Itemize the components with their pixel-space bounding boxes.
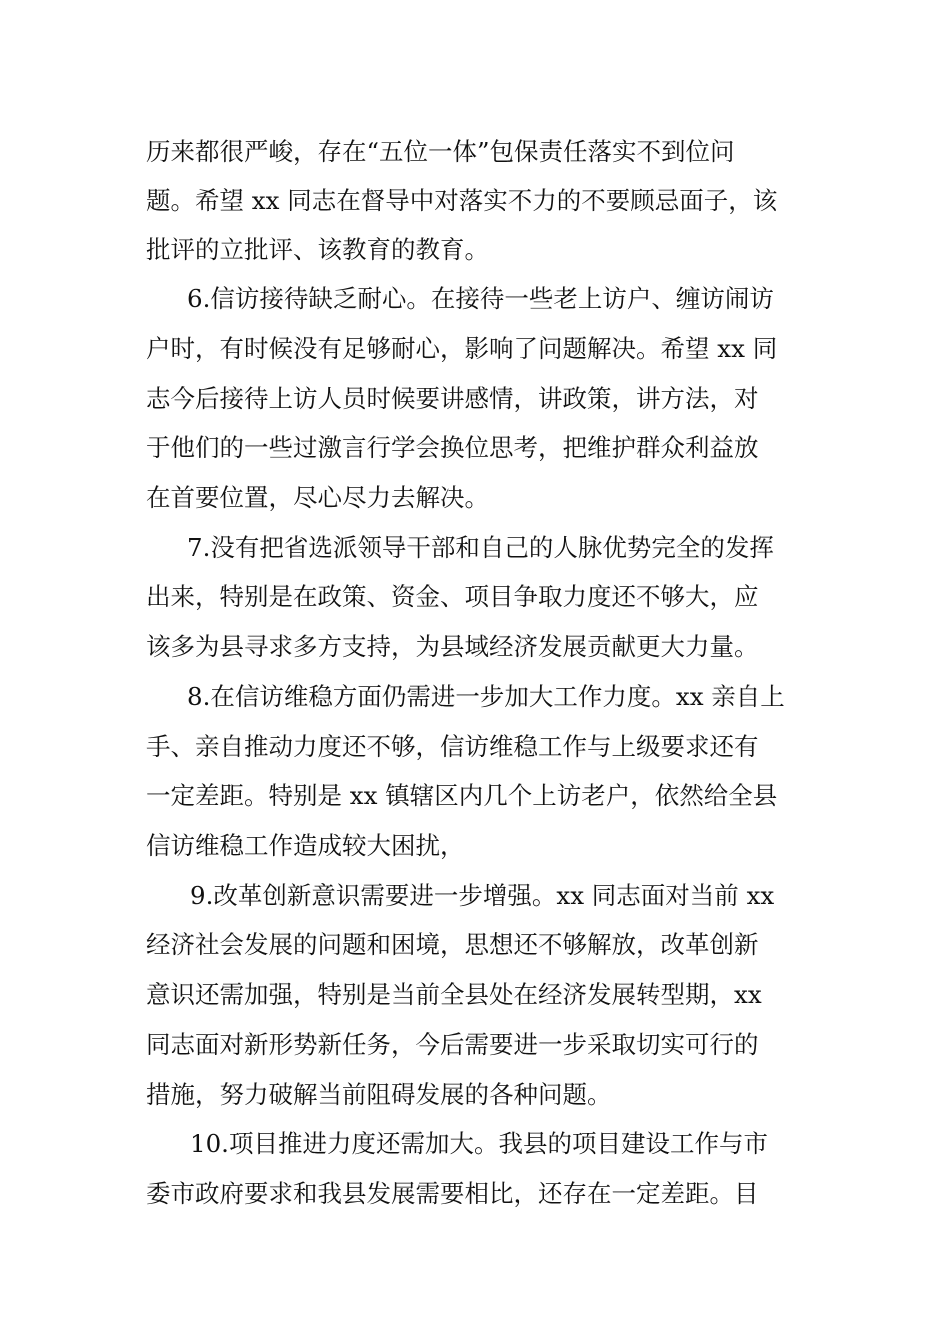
text-line: 意识还需加强，特别是当前全县处在经济发展转型期，xx xyxy=(146,980,762,1009)
text-line: 手、亲自推动力度还不够，信访维稳工作与上级要求还有 xyxy=(146,732,759,761)
paragraph-7-start: 7.没有把省选派领导干部和自己的人脉优势完全的发挥 xyxy=(187,533,774,562)
text-line: 一定差距。特别是 xx 镇辖区内几个上访老户，依然给全县 xyxy=(146,781,778,810)
text-line: 在首要位置，尽心尽力去解决。 xyxy=(146,483,489,512)
paragraph-6-start: 6.信访接待缺乏耐心。在接待一些老上访户、缠访闹访 xyxy=(187,284,774,313)
text-line: 于他们的一些过激言行学会换位思考，把维护群众利益放 xyxy=(146,433,759,462)
paragraph-8-start: 8.在信访维稳方面仍需进一步加大工作力度。xx 亲自上 xyxy=(187,682,785,711)
text-line: 委市政府要求和我县发展需要相比，还存在一定差距。目 xyxy=(146,1179,759,1208)
text-line: 该多为县寻求多方支持，为县域经济发展贡献更大力量。 xyxy=(146,632,759,661)
text-line: 批评的立批评、该教育的教育。 xyxy=(146,235,489,264)
text-line: 措施，努力破解当前阻碍发展的各种问题。 xyxy=(146,1080,612,1109)
text-line: 户时，有时候没有足够耐心，影响了问题解决。希望 xx 同 xyxy=(146,334,778,363)
text-line: 出来，特别是在政策、资金、项目争取力度还不够大，应 xyxy=(146,582,759,611)
text-line: 志今后接待上访人员时候要讲感情，讲政策，讲方法，对 xyxy=(146,384,759,413)
text-line: 历来都很严峻，存在“五位一体”包保责任落实不到位问 xyxy=(146,137,735,166)
text-line: 经济社会发展的问题和困境，思想还不够解放，改革创新 xyxy=(146,930,759,959)
paragraph-9-start: 9.改革创新意识需要进一步增强。xx 同志面对当前 xx xyxy=(190,881,775,910)
paragraph-10-start: 10.项目推进力度还需加大。我县的项目建设工作与市 xyxy=(190,1129,768,1158)
text-line: 题。希望 xx 同志在督导中对落实不力的不要顾忌面子，该 xyxy=(146,186,778,215)
text-line: 同志面对新形势新任务，今后需要进一步采取切实可行的 xyxy=(146,1030,759,1059)
text-line: 信访维稳工作造成较大困扰， xyxy=(146,831,465,860)
